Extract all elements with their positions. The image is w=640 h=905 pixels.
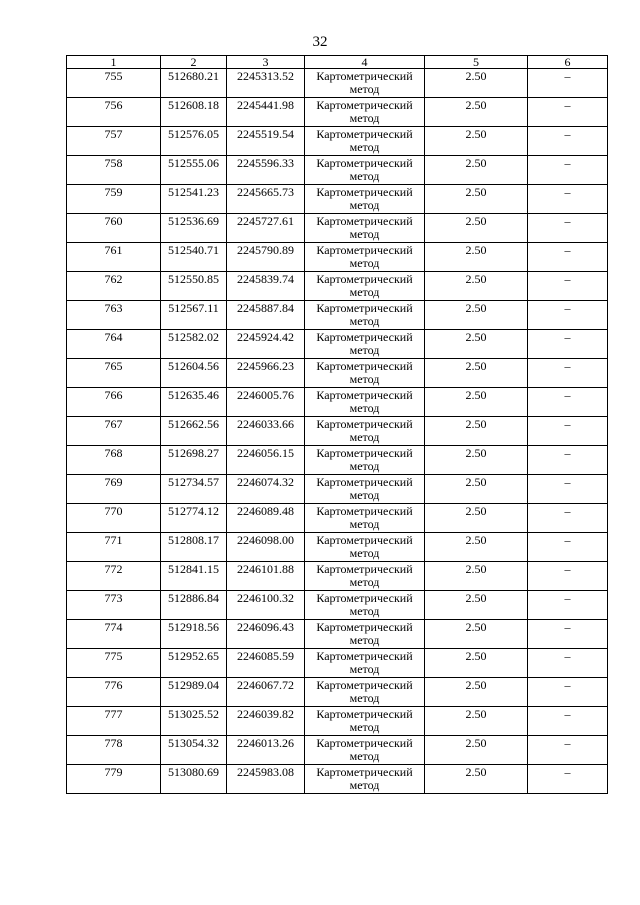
x-coordinate-cell: 513080.69 bbox=[161, 765, 227, 794]
accuracy-cell: 2.50 bbox=[425, 156, 528, 185]
table-header bbox=[67, 56, 608, 69]
method-cell: Картометрический метод bbox=[305, 156, 425, 185]
point-number-cell: 769 bbox=[67, 475, 161, 504]
note-cell: – bbox=[528, 649, 608, 678]
y-coordinate-cell: 2245727.61 bbox=[227, 214, 305, 243]
note-cell: – bbox=[528, 185, 608, 214]
method-cell: Картометрический метод bbox=[305, 214, 425, 243]
y-coordinate-cell: 2245596.33 bbox=[227, 156, 305, 185]
note-cell: – bbox=[528, 69, 608, 98]
point-number-cell: 760 bbox=[67, 214, 161, 243]
method-cell: Картометрический метод bbox=[305, 765, 425, 794]
table-row bbox=[67, 475, 608, 504]
y-coordinate-cell: 2246013.26 bbox=[227, 736, 305, 765]
x-coordinate-cell: 512808.17 bbox=[161, 533, 227, 562]
table-row bbox=[67, 562, 608, 591]
method-cell: Картометрический метод bbox=[305, 591, 425, 620]
table-row bbox=[67, 388, 608, 417]
accuracy-cell: 2.50 bbox=[425, 330, 528, 359]
column-header: 6 bbox=[528, 56, 608, 69]
method-cell: Картометрический метод bbox=[305, 69, 425, 98]
point-number-cell: 765 bbox=[67, 359, 161, 388]
table-row bbox=[67, 301, 608, 330]
y-coordinate-cell: 2245887.84 bbox=[227, 301, 305, 330]
accuracy-cell: 2.50 bbox=[425, 214, 528, 243]
x-coordinate-cell: 512608.18 bbox=[161, 98, 227, 127]
y-coordinate-cell: 2245441.98 bbox=[227, 98, 305, 127]
method-cell: Картометрический метод bbox=[305, 475, 425, 504]
method-cell: Картометрический метод bbox=[305, 562, 425, 591]
note-cell: – bbox=[528, 678, 608, 707]
note-cell: – bbox=[528, 475, 608, 504]
y-coordinate-cell: 2245924.42 bbox=[227, 330, 305, 359]
x-coordinate-cell: 512698.27 bbox=[161, 446, 227, 475]
point-number-cell: 776 bbox=[67, 678, 161, 707]
y-coordinate-cell: 2246085.59 bbox=[227, 649, 305, 678]
accuracy-cell: 2.50 bbox=[425, 127, 528, 156]
y-coordinate-cell: 2245983.08 bbox=[227, 765, 305, 794]
y-coordinate-cell: 2246074.32 bbox=[227, 475, 305, 504]
x-coordinate-cell: 512540.71 bbox=[161, 243, 227, 272]
note-cell: – bbox=[528, 765, 608, 794]
accuracy-cell: 2.50 bbox=[425, 533, 528, 562]
y-coordinate-cell: 2246101.88 bbox=[227, 562, 305, 591]
x-coordinate-cell: 512550.85 bbox=[161, 272, 227, 301]
y-coordinate-cell: 2246098.00 bbox=[227, 533, 305, 562]
method-cell: Картометрический метод bbox=[305, 533, 425, 562]
x-coordinate-cell: 513025.52 bbox=[161, 707, 227, 736]
note-cell: – bbox=[528, 98, 608, 127]
x-coordinate-cell: 512734.57 bbox=[161, 475, 227, 504]
x-coordinate-cell: 512662.56 bbox=[161, 417, 227, 446]
point-number-cell: 779 bbox=[67, 765, 161, 794]
accuracy-cell: 2.50 bbox=[425, 707, 528, 736]
x-coordinate-cell: 512555.06 bbox=[161, 156, 227, 185]
point-number-cell: 756 bbox=[67, 98, 161, 127]
table-row bbox=[67, 417, 608, 446]
accuracy-cell: 2.50 bbox=[425, 359, 528, 388]
method-cell: Картометрический метод bbox=[305, 446, 425, 475]
accuracy-cell: 2.50 bbox=[425, 649, 528, 678]
method-cell: Картометрический метод bbox=[305, 98, 425, 127]
accuracy-cell: 2.50 bbox=[425, 504, 528, 533]
note-cell: – bbox=[528, 388, 608, 417]
note-cell: – bbox=[528, 214, 608, 243]
method-cell: Картометрический метод bbox=[305, 417, 425, 446]
x-coordinate-cell: 512918.56 bbox=[161, 620, 227, 649]
note-cell: – bbox=[528, 301, 608, 330]
x-coordinate-cell: 512841.15 bbox=[161, 562, 227, 591]
table-row bbox=[67, 98, 608, 127]
column-header: 2 bbox=[161, 56, 227, 69]
y-coordinate-cell: 2245839.74 bbox=[227, 272, 305, 301]
point-number-cell: 761 bbox=[67, 243, 161, 272]
note-cell: – bbox=[528, 359, 608, 388]
table-row bbox=[67, 272, 608, 301]
y-coordinate-cell: 2246100.32 bbox=[227, 591, 305, 620]
y-coordinate-cell: 2246096.43 bbox=[227, 620, 305, 649]
point-number-cell: 757 bbox=[67, 127, 161, 156]
point-number-cell: 774 bbox=[67, 620, 161, 649]
column-header: 5 bbox=[425, 56, 528, 69]
point-number-cell: 777 bbox=[67, 707, 161, 736]
method-cell: Картометрический метод bbox=[305, 359, 425, 388]
x-coordinate-cell: 512886.84 bbox=[161, 591, 227, 620]
x-coordinate-cell: 512536.69 bbox=[161, 214, 227, 243]
y-coordinate-cell: 2246033.66 bbox=[227, 417, 305, 446]
x-coordinate-cell: 512604.56 bbox=[161, 359, 227, 388]
accuracy-cell: 2.50 bbox=[425, 591, 528, 620]
table-row bbox=[67, 736, 608, 765]
note-cell: – bbox=[528, 446, 608, 475]
point-number-cell: 778 bbox=[67, 736, 161, 765]
method-cell: Картометрический метод bbox=[305, 388, 425, 417]
table-row bbox=[67, 330, 608, 359]
x-coordinate-cell: 512680.21 bbox=[161, 69, 227, 98]
y-coordinate-cell: 2246039.82 bbox=[227, 707, 305, 736]
y-coordinate-cell: 2246005.76 bbox=[227, 388, 305, 417]
accuracy-cell: 2.50 bbox=[425, 446, 528, 475]
y-coordinate-cell: 2246089.48 bbox=[227, 504, 305, 533]
point-number-cell: 772 bbox=[67, 562, 161, 591]
accuracy-cell: 2.50 bbox=[425, 765, 528, 794]
y-coordinate-cell: 2246056.15 bbox=[227, 446, 305, 475]
accuracy-cell: 2.50 bbox=[425, 736, 528, 765]
method-cell: Картометрический метод bbox=[305, 504, 425, 533]
y-coordinate-cell: 2246067.72 bbox=[227, 678, 305, 707]
accuracy-cell: 2.50 bbox=[425, 98, 528, 127]
point-number-cell: 763 bbox=[67, 301, 161, 330]
accuracy-cell: 2.50 bbox=[425, 562, 528, 591]
table-row bbox=[67, 359, 608, 388]
point-number-cell: 759 bbox=[67, 185, 161, 214]
method-cell: Картометрический метод bbox=[305, 185, 425, 214]
note-cell: – bbox=[528, 272, 608, 301]
point-number-cell: 755 bbox=[67, 69, 161, 98]
accuracy-cell: 2.50 bbox=[425, 69, 528, 98]
method-cell: Картометрический метод bbox=[305, 649, 425, 678]
note-cell: – bbox=[528, 127, 608, 156]
point-number-cell: 762 bbox=[67, 272, 161, 301]
table-row bbox=[67, 446, 608, 475]
x-coordinate-cell: 512576.05 bbox=[161, 127, 227, 156]
method-cell: Картометрический метод bbox=[305, 272, 425, 301]
note-cell: – bbox=[528, 504, 608, 533]
table-row bbox=[67, 185, 608, 214]
method-cell: Картометрический метод bbox=[305, 678, 425, 707]
table-body bbox=[67, 69, 608, 794]
method-cell: Картометрический метод bbox=[305, 243, 425, 272]
method-cell: Картометрический метод bbox=[305, 707, 425, 736]
method-cell: Картометрический метод bbox=[305, 127, 425, 156]
accuracy-cell: 2.50 bbox=[425, 243, 528, 272]
column-header: 3 bbox=[227, 56, 305, 69]
point-number-cell: 764 bbox=[67, 330, 161, 359]
note-cell: – bbox=[528, 243, 608, 272]
note-cell: – bbox=[528, 533, 608, 562]
y-coordinate-cell: 2245665.73 bbox=[227, 185, 305, 214]
coordinates-table bbox=[66, 55, 608, 794]
x-coordinate-cell: 513054.32 bbox=[161, 736, 227, 765]
accuracy-cell: 2.50 bbox=[425, 272, 528, 301]
point-number-cell: 773 bbox=[67, 591, 161, 620]
y-coordinate-cell: 2245966.23 bbox=[227, 359, 305, 388]
page-number: 32 bbox=[312, 34, 328, 50]
table-row bbox=[67, 765, 608, 794]
point-number-cell: 771 bbox=[67, 533, 161, 562]
point-number-cell: 767 bbox=[67, 417, 161, 446]
table-row bbox=[67, 156, 608, 185]
table-row bbox=[67, 69, 608, 98]
table-row bbox=[67, 504, 608, 533]
method-cell: Картометрический метод bbox=[305, 330, 425, 359]
note-cell: – bbox=[528, 620, 608, 649]
table-row bbox=[67, 620, 608, 649]
point-number-cell: 766 bbox=[67, 388, 161, 417]
point-number-cell: 770 bbox=[67, 504, 161, 533]
x-coordinate-cell: 512541.23 bbox=[161, 185, 227, 214]
x-coordinate-cell: 512952.65 bbox=[161, 649, 227, 678]
method-cell: Картометрический метод bbox=[305, 736, 425, 765]
x-coordinate-cell: 512635.46 bbox=[161, 388, 227, 417]
x-coordinate-cell: 512582.02 bbox=[161, 330, 227, 359]
table-row bbox=[67, 214, 608, 243]
accuracy-cell: 2.50 bbox=[425, 475, 528, 504]
method-cell: Картометрический метод bbox=[305, 301, 425, 330]
point-number-cell: 775 bbox=[67, 649, 161, 678]
accuracy-cell: 2.50 bbox=[425, 620, 528, 649]
table-row bbox=[67, 678, 608, 707]
accuracy-cell: 2.50 bbox=[425, 417, 528, 446]
table-row bbox=[67, 533, 608, 562]
note-cell: – bbox=[528, 591, 608, 620]
accuracy-cell: 2.50 bbox=[425, 678, 528, 707]
note-cell: – bbox=[528, 330, 608, 359]
accuracy-cell: 2.50 bbox=[425, 301, 528, 330]
header-row bbox=[67, 56, 608, 69]
note-cell: – bbox=[528, 736, 608, 765]
table-row bbox=[67, 649, 608, 678]
table-row bbox=[67, 591, 608, 620]
point-number-cell: 768 bbox=[67, 446, 161, 475]
note-cell: – bbox=[528, 707, 608, 736]
note-cell: – bbox=[528, 156, 608, 185]
accuracy-cell: 2.50 bbox=[425, 388, 528, 417]
note-cell: – bbox=[528, 417, 608, 446]
x-coordinate-cell: 512989.04 bbox=[161, 678, 227, 707]
note-cell: – bbox=[528, 562, 608, 591]
column-header: 4 bbox=[305, 56, 425, 69]
table-row bbox=[67, 243, 608, 272]
accuracy-cell: 2.50 bbox=[425, 185, 528, 214]
table-row bbox=[67, 707, 608, 736]
y-coordinate-cell: 2245313.52 bbox=[227, 69, 305, 98]
table-row bbox=[67, 127, 608, 156]
column-header: 1 bbox=[67, 56, 161, 69]
y-coordinate-cell: 2245790.89 bbox=[227, 243, 305, 272]
x-coordinate-cell: 512567.11 bbox=[161, 301, 227, 330]
y-coordinate-cell: 2245519.54 bbox=[227, 127, 305, 156]
method-cell: Картометрический метод bbox=[305, 620, 425, 649]
x-coordinate-cell: 512774.12 bbox=[161, 504, 227, 533]
point-number-cell: 758 bbox=[67, 156, 161, 185]
